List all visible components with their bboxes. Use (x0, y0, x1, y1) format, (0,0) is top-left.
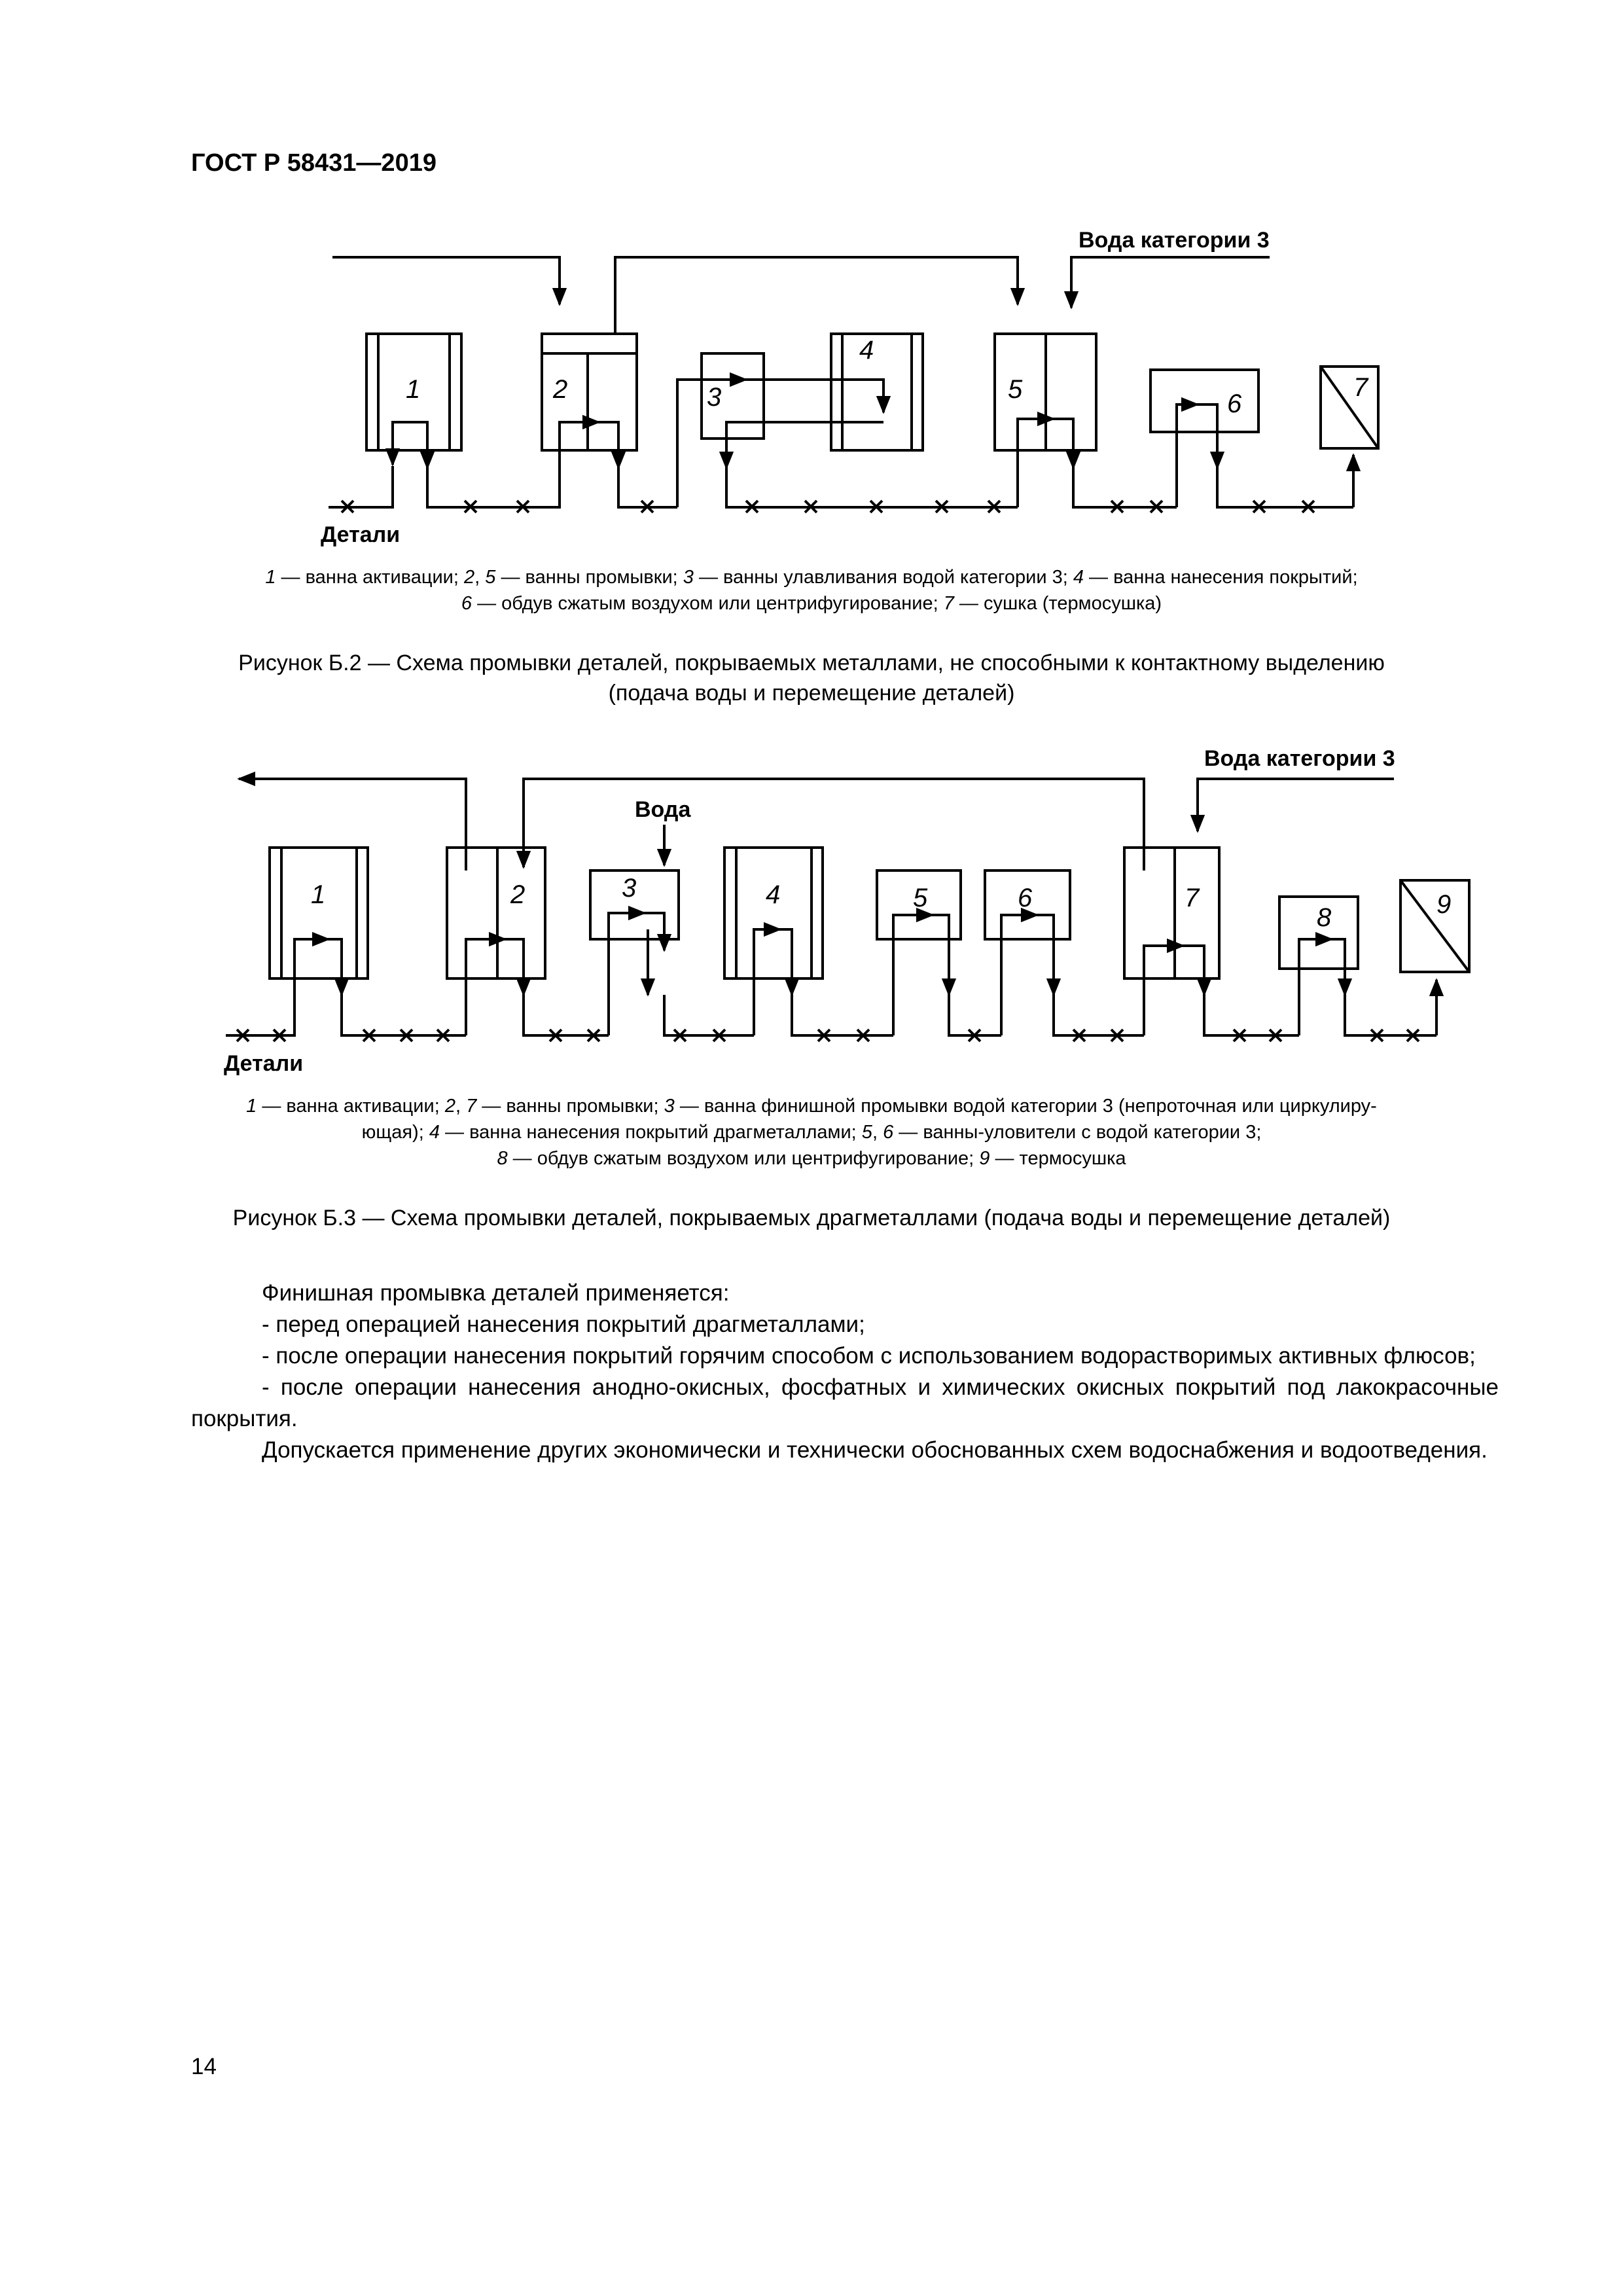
tank-2 (542, 334, 637, 450)
tank-5 (995, 334, 1096, 450)
tank-4 (831, 334, 923, 450)
svg-text:5: 5 (913, 884, 928, 912)
tank-2-b3 (447, 848, 545, 978)
details-label: Детали (321, 522, 401, 547)
water-cat3-label-b3: Вода категории 3 (1204, 746, 1395, 771)
figure-b2-diagram (0, 216, 1623, 569)
page-number: 14 (191, 2054, 217, 2079)
tank-6-b3 (985, 870, 1070, 939)
figure-b2-legend: 1 — ванна активации; 2, 5 — ванны промывки; 3 — ванны улавливания водой категории 3; 4 — ванна нанесения покрытий; 6 — обдув сжатым воздухом или центрифугирование; 7 — сушка (термосушка) (265, 567, 1358, 614)
body-text (191, 1278, 1499, 1466)
tank-6 (1150, 370, 1258, 432)
document-header: ГОСТ Р 58431—2019 (191, 149, 437, 177)
paragraph: Финишная промывка деталей применяется: (262, 1280, 730, 1306)
svg-text:2: 2 (553, 375, 568, 404)
svg-text:1: 1 (406, 375, 421, 404)
tank-1-b3 (270, 848, 368, 978)
inner-flows (393, 380, 1353, 507)
details-label-b3: Детали (224, 1051, 304, 1076)
svg-text:6: 6 (1018, 884, 1033, 912)
svg-text:6: 6 (1227, 389, 1242, 418)
parts-conveyor-b3 (226, 995, 1436, 1041)
svg-text:3: 3 (622, 874, 637, 903)
tank-3 (702, 353, 764, 439)
svg-text:7: 7 (1353, 373, 1368, 402)
parts-conveyor (329, 466, 1353, 512)
figure-b3-diagram (0, 733, 1623, 1086)
svg-text:3: 3 (707, 383, 722, 412)
paragraph: - после операции нанесения анодно-окисных, фосфатных и химических окисных покрытий под лакокрасочные покрытия. (191, 1374, 1499, 1431)
water-lines-b3 (239, 779, 1394, 870)
figure-b2-caption: Рисунок Б.2 — Схема промывки деталей, покрываемых металлами, не способными к контактному выделению (подача воды и перемещение деталей) (238, 651, 1385, 706)
svg-text:5: 5 (1008, 375, 1023, 404)
water-cat3-label: Вода категории 3 (1079, 228, 1270, 253)
inner-flows-b3 (294, 913, 1436, 1035)
water-label-b3: Вода (635, 797, 691, 822)
tank-4-b3 (724, 848, 823, 978)
paragraph: Допускается применение других экономически и технически обоснованных схем водоснабжения и водоотведения. (262, 1437, 1488, 1463)
tank-1 (366, 334, 461, 450)
tank-9-dryer-b3 (1400, 880, 1469, 972)
svg-text:2: 2 (510, 880, 526, 909)
tank-7-dryer (1321, 367, 1378, 448)
svg-text:8: 8 (1317, 903, 1332, 932)
figure-b3-legend: 1 — ванна активации; 2, 7 — ванны промывки; 3 — ванна финишной промывки водой категории 3 (непроточная или циркулиру- ющая); 4 — ванна нанесения покрытий драгметаллами; 5, 6 — ванны-уловители с водой категории 3; 8 — обдув сжатым воздухом или центрифугирование; 9 — термосушка (246, 1096, 1377, 1169)
figure-b3-caption: Рисунок Б.3 — Схема промывки деталей, покрываемых драгметаллами (подача воды и перемещение деталей) (232, 1206, 1391, 1230)
svg-text:4: 4 (859, 336, 874, 365)
paragraph: - перед операцией нанесения покрытий драгметаллами; (262, 1312, 865, 1337)
svg-text:1: 1 (311, 880, 326, 909)
svg-text:4: 4 (766, 880, 781, 909)
water-lines (332, 257, 1270, 334)
svg-text:9: 9 (1436, 890, 1452, 919)
paragraph: - после операции нанесения покрытий горячим способом с использованием водорастворимых активных флюсов; (262, 1343, 1476, 1369)
svg-text:7: 7 (1185, 884, 1200, 912)
